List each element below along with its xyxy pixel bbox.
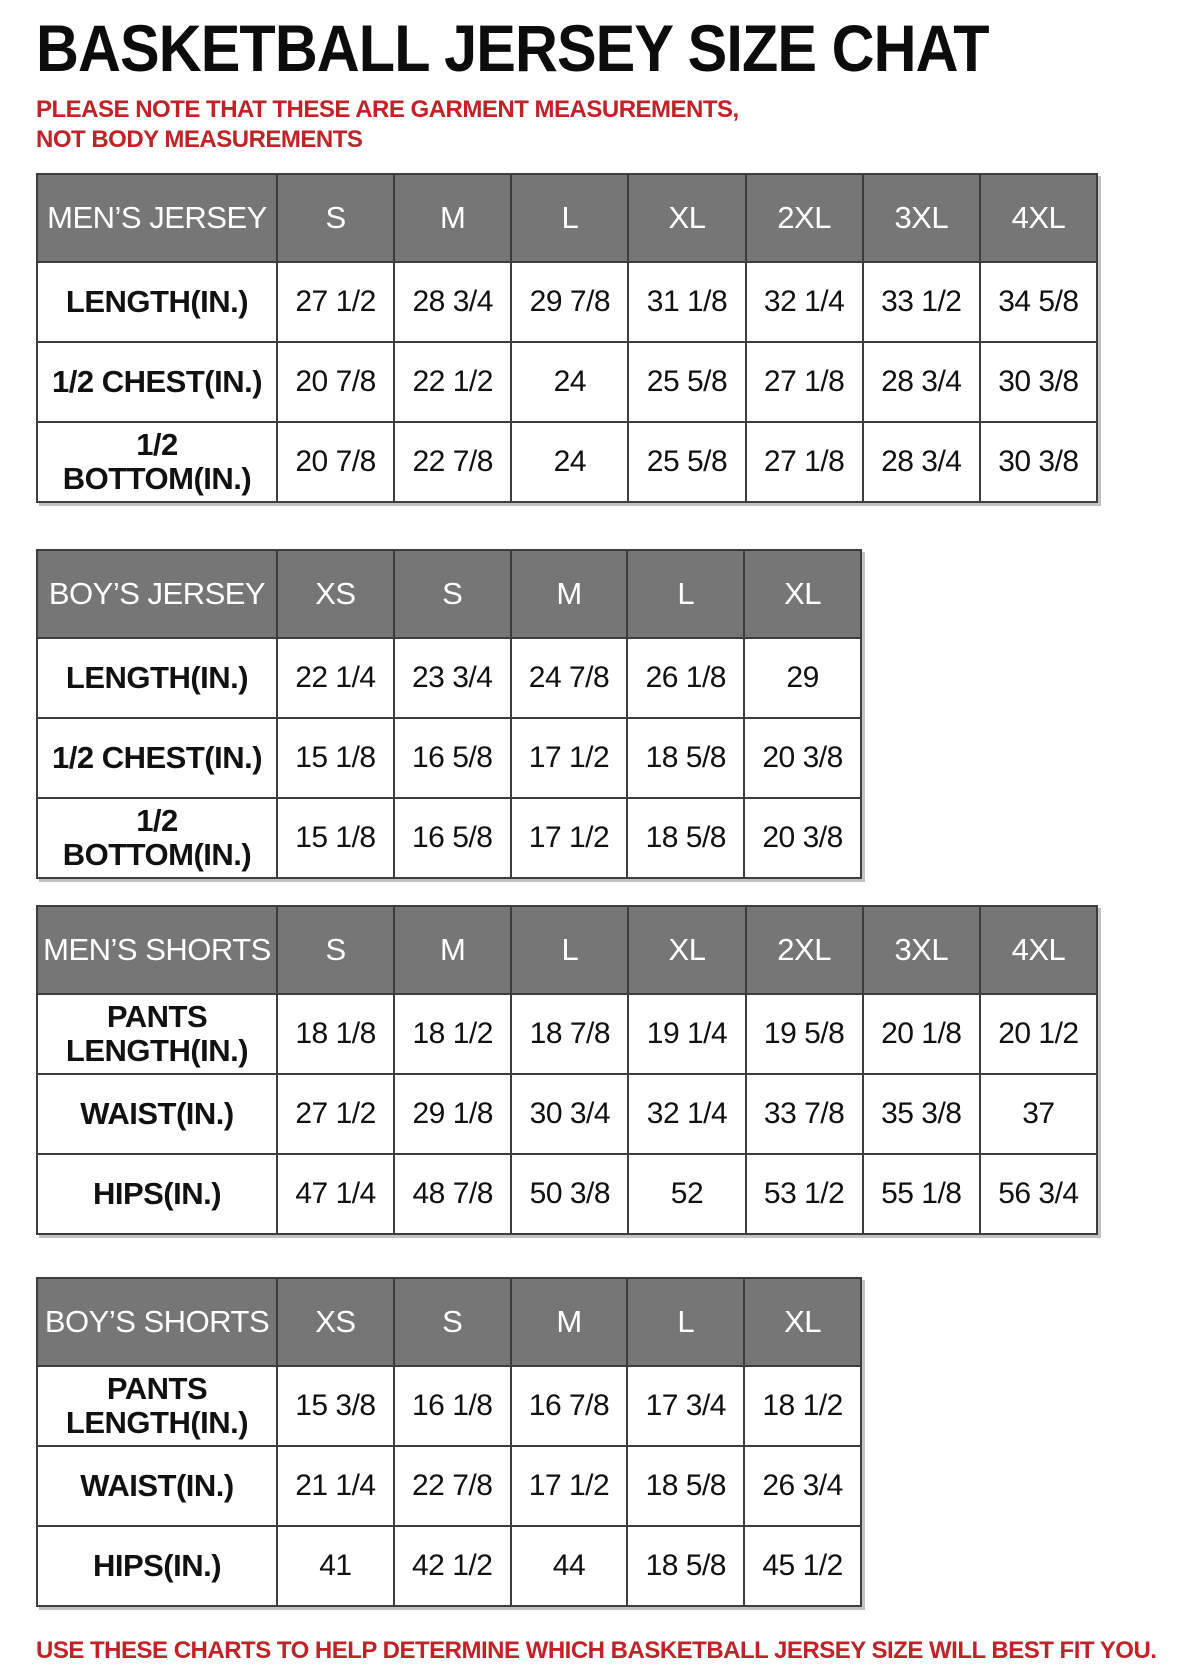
mens-shorts-size-header: L	[511, 906, 628, 994]
size-value: 45 1/2	[744, 1526, 861, 1606]
size-value: 41	[277, 1526, 394, 1606]
boys-shorts-table-container	[36, 1277, 1200, 1607]
size-value: 24	[511, 422, 628, 502]
size-value: 32 1/4	[746, 262, 863, 342]
size-value: 24 7/8	[511, 638, 628, 718]
size-value: 30 3/4	[511, 1074, 628, 1154]
table-row	[37, 1366, 861, 1446]
mens-jersey-size-header: M	[394, 174, 511, 262]
size-value: 52	[628, 1154, 745, 1234]
size-value: 29	[744, 638, 861, 718]
mens-jersey-header-row	[37, 174, 1097, 262]
size-value: 29 7/8	[511, 262, 628, 342]
size-value: 22 7/8	[394, 422, 511, 502]
boys-jersey-title-cell: BOY’S JERSEY	[37, 550, 277, 638]
table-row	[37, 1074, 1097, 1154]
table-row	[37, 1154, 1097, 1234]
size-value: 35 3/8	[863, 1074, 980, 1154]
table-row	[37, 718, 861, 798]
mens-shorts-size-header: 2XL	[746, 906, 863, 994]
mens-shorts-size-header: 3XL	[863, 906, 980, 994]
size-value: 47 1/4	[277, 1154, 394, 1234]
table-row	[37, 422, 1097, 502]
size-value: 18 5/8	[627, 798, 744, 878]
size-value: 18 5/8	[627, 1526, 744, 1606]
size-value: 34 5/8	[980, 262, 1097, 342]
size-value: 32 1/4	[628, 1074, 745, 1154]
row-label: LENGTH(IN.)	[37, 262, 277, 342]
mens-jersey-size-header: L	[511, 174, 628, 262]
row-label: HIPS(IN.)	[37, 1154, 277, 1234]
size-value: 19 1/4	[628, 994, 745, 1074]
size-value: 27 1/2	[277, 1074, 394, 1154]
table-row	[37, 342, 1097, 422]
size-value: 19 5/8	[746, 994, 863, 1074]
size-value: 28 3/4	[863, 422, 980, 502]
boys-shorts-title-cell: BOY’S SHORTS	[37, 1278, 277, 1366]
mens-jersey-size-header: S	[277, 174, 394, 262]
size-value: 29 1/8	[394, 1074, 511, 1154]
size-value: 16 5/8	[394, 718, 511, 798]
size-value: 20 3/8	[744, 798, 861, 878]
table-row	[37, 994, 1097, 1074]
size-value: 26 1/8	[627, 638, 744, 718]
boys-jersey-size-header: XS	[277, 550, 394, 638]
mens-shorts-size-header: XL	[628, 906, 745, 994]
size-value: 18 1/2	[394, 994, 511, 1074]
size-value: 22 7/8	[394, 1446, 511, 1526]
size-value: 33 1/2	[863, 262, 980, 342]
size-value: 53 1/2	[746, 1154, 863, 1234]
table-row	[37, 798, 861, 878]
size-value: 18 5/8	[627, 718, 744, 798]
size-value: 22 1/2	[394, 342, 511, 422]
boys-shorts-size-header: XL	[744, 1278, 861, 1366]
mens-shorts-title-cell: MEN’S SHORTS	[37, 906, 277, 994]
table-row	[37, 1526, 861, 1606]
mens-shorts-size-header: M	[394, 906, 511, 994]
size-value: 15 3/8	[277, 1366, 394, 1446]
mens-shorts-size-header: 4XL	[980, 906, 1097, 994]
size-value: 17 3/4	[627, 1366, 744, 1446]
size-value: 25 5/8	[628, 342, 745, 422]
boys-jersey-size-header: XL	[744, 550, 861, 638]
size-value: 42 1/2	[394, 1526, 511, 1606]
size-value: 17 1/2	[511, 1446, 628, 1526]
row-label: PANTS LENGTH(IN.)	[37, 1366, 277, 1446]
boys-jersey-table	[36, 549, 862, 879]
size-value: 20 1/2	[980, 994, 1097, 1074]
size-value: 28 3/4	[394, 262, 511, 342]
size-value: 16 7/8	[511, 1366, 628, 1446]
boys-shorts-size-header: L	[627, 1278, 744, 1366]
size-value: 16 1/8	[394, 1366, 511, 1446]
size-value: 48 7/8	[394, 1154, 511, 1234]
size-value: 55 1/8	[863, 1154, 980, 1234]
size-value: 27 1/8	[746, 342, 863, 422]
mens-shorts-size-header: S	[277, 906, 394, 994]
boys-shorts-size-header: S	[394, 1278, 511, 1366]
size-value: 17 1/2	[511, 718, 628, 798]
fit-advice-note: USE THESE CHARTS TO HELP DETERMINE WHICH BASKETBALL JERSEY SIZE WILL BEST FIT YOU.	[36, 1637, 1157, 1665]
size-value: 15 1/8	[277, 718, 394, 798]
size-value: 23 3/4	[394, 638, 511, 718]
size-value: 31 1/8	[628, 262, 745, 342]
size-value: 18 1/8	[277, 994, 394, 1074]
row-label: WAIST(IN.)	[37, 1074, 277, 1154]
size-value: 20 1/8	[863, 994, 980, 1074]
row-label: WAIST(IN.)	[37, 1446, 277, 1526]
boys-jersey-size-header: S	[394, 550, 511, 638]
size-value: 33 7/8	[746, 1074, 863, 1154]
mens-jersey-size-header: 3XL	[863, 174, 980, 262]
size-value: 18 5/8	[627, 1446, 744, 1526]
size-value: 16 5/8	[394, 798, 511, 878]
boys-shorts-table	[36, 1277, 862, 1607]
mens-jersey-size-header: 4XL	[980, 174, 1097, 262]
table-row	[37, 1446, 861, 1526]
size-value: 18 1/2	[744, 1366, 861, 1446]
boys-shorts-size-header: XS	[277, 1278, 394, 1366]
size-value: 50 3/8	[511, 1154, 628, 1234]
size-value: 37	[980, 1074, 1097, 1154]
mens-jersey-title-cell: MEN’S JERSEY	[37, 174, 277, 262]
mens-jersey-table-container	[36, 173, 1200, 503]
boys-shorts-size-header: M	[511, 1278, 628, 1366]
page-title: BASKETBALL JERSEY SIZE CHAT	[36, 11, 989, 85]
size-value: 21 1/4	[277, 1446, 394, 1526]
row-label: 1/2 BOTTOM(IN.)	[37, 422, 277, 502]
size-value: 27 1/8	[746, 422, 863, 502]
size-value: 28 3/4	[863, 342, 980, 422]
size-value: 17 1/2	[511, 798, 628, 878]
mens-jersey-size-header: XL	[628, 174, 745, 262]
row-label: 1/2 CHEST(IN.)	[37, 718, 277, 798]
row-label: PANTS LENGTH(IN.)	[37, 994, 277, 1074]
size-value: 24	[511, 342, 628, 422]
boys-shorts-header-row	[37, 1278, 861, 1366]
row-label: LENGTH(IN.)	[37, 638, 277, 718]
boys-jersey-header-row	[37, 550, 861, 638]
size-value: 30 3/8	[980, 342, 1097, 422]
size-value: 22 1/4	[277, 638, 394, 718]
mens-jersey-size-header: 2XL	[746, 174, 863, 262]
row-label: 1/2 CHEST(IN.)	[37, 342, 277, 422]
mens-shorts-table	[36, 905, 1098, 1235]
garment-measurement-note: PLEASE NOTE THAT THESE ARE GARMENT MEASUREMENTS, NOT BODY MEASUREMENTS	[36, 96, 739, 154]
size-value: 18 7/8	[511, 994, 628, 1074]
size-value: 44	[511, 1526, 628, 1606]
size-value: 20 3/8	[744, 718, 861, 798]
mens-jersey-table	[36, 173, 1098, 503]
size-value: 20 7/8	[277, 422, 394, 502]
size-value: 20 7/8	[277, 342, 394, 422]
boys-jersey-table-container	[36, 549, 1200, 879]
size-value: 27 1/2	[277, 262, 394, 342]
mens-shorts-header-row	[37, 906, 1097, 994]
boys-jersey-size-header: M	[511, 550, 628, 638]
mens-shorts-table-container	[36, 905, 1200, 1235]
table-row	[37, 262, 1097, 342]
boys-jersey-size-header: L	[627, 550, 744, 638]
size-value: 56 3/4	[980, 1154, 1097, 1234]
table-row	[37, 638, 861, 718]
row-label: HIPS(IN.)	[37, 1526, 277, 1606]
size-value: 30 3/8	[980, 422, 1097, 502]
row-label: 1/2 BOTTOM(IN.)	[37, 798, 277, 878]
size-value: 15 1/8	[277, 798, 394, 878]
size-value: 25 5/8	[628, 422, 745, 502]
size-value: 26 3/4	[744, 1446, 861, 1526]
